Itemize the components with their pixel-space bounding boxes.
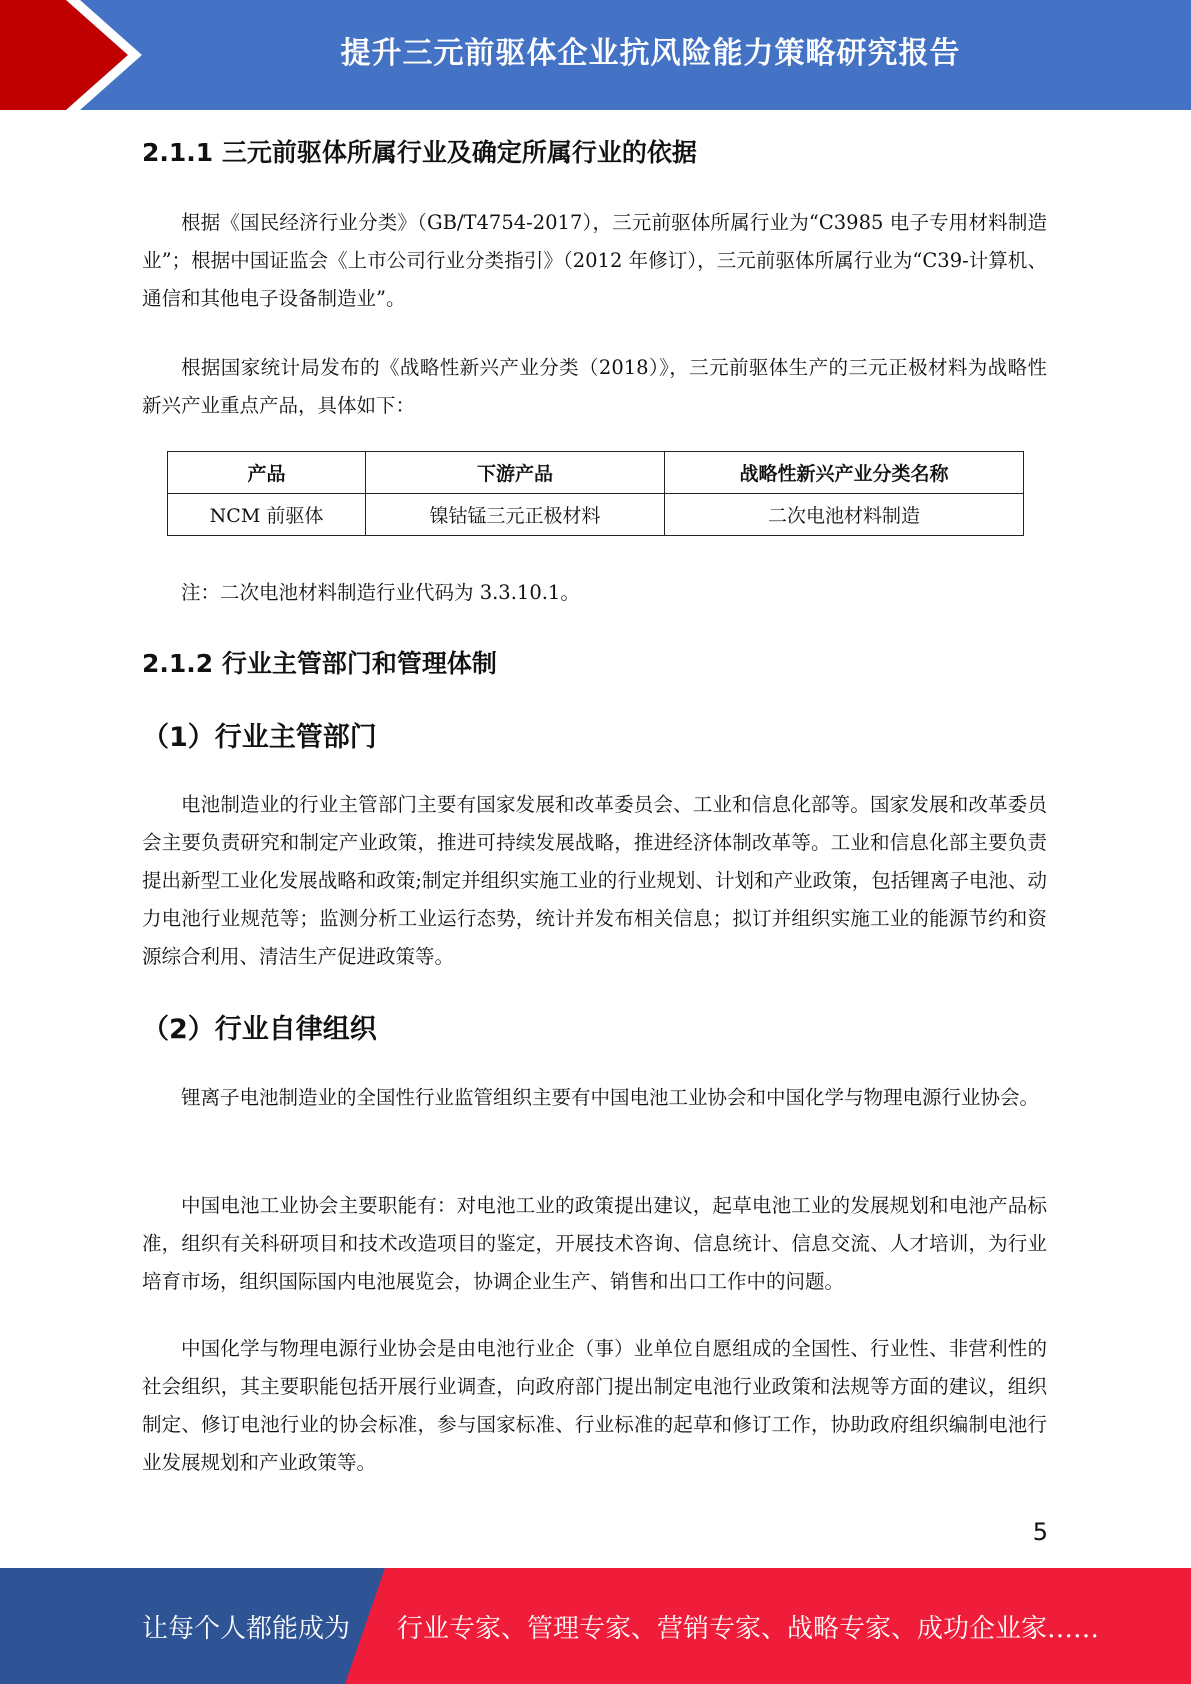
page-footer xyxy=(0,1568,1191,1684)
table-note: 注：二次电池材料制造行业代码为 3.3.10.1。 xyxy=(181,581,580,604)
table-row xyxy=(168,494,1024,536)
paragraph-authority: 电池制造业的行业主管部门主要有国家发展和改革委员会、工业和信息化部等。国家发展和改革委员会主要负责研究和制定产业政策，推进可持续发展战略，推进经济体制改革等。工业和信息化部主要负责提出新型工业化发展战略和政策;制定并组织实施工业的行业规划、计划和产业政策，包括锂离子电池、动力电池行业规范等；监测分析工业运行态势，统计并发布相关信息；拟订并组织实施工业的能源节约和资源综合利用、清洁生产促进政策等。 xyxy=(142,793,1047,968)
paragraph-strategic-classification: 根据国家统计局发布的《战略性新兴产业分类（2018）》，三元前驱体生产的三元正极材料为战略性新兴产业重点产品，具体如下： xyxy=(142,356,1047,417)
table-cell: 镍钴锰三元正极材料 xyxy=(366,494,665,536)
report-title: 提升三元前驱体企业抗风险能力策略研究报告 xyxy=(340,36,961,71)
paragraph-self-regulation: 锂离子电池制造业的全国性行业监管组织主要有中国电池工业协会和中国化学与物理电源行业协会。 xyxy=(181,1086,1040,1109)
table-header-cell: 下游产品 xyxy=(366,452,665,494)
subheading-authority: （1）行业主管部门 xyxy=(142,722,377,753)
paragraph-industry-basis: 根据《国民经济行业分类》（GB/T4754-2017），三元前驱体所属行业为“C3985 电子专用材料制造业”；根据中国证监会《上市公司行业分类指引》（2012 年修订），三元前驱体所属行业为“C39-计算机、通信和其他电子设备制造业”。 xyxy=(142,211,1047,310)
paragraph-battery-association: 中国电池工业协会主要职能有：对电池工业的政策提出建议，起草电池工业的发展规划和电池产品标准，组织有关科研项目和技术改造项目的鉴定，开展技术咨询、信息统计、信息交流、人才培训，为行业培育市场，组织国际国内电池展览会，协调企业生产、销售和出口工作中的问题。 xyxy=(142,1194,1047,1293)
header-chevron-icon xyxy=(0,0,160,110)
section-heading-2-1-2: 2.1.2 行业主管部门和管理体制 xyxy=(142,649,497,678)
product-classification-table xyxy=(167,451,1024,536)
footer-slogan-left: 让每个人都能成为 xyxy=(142,1613,351,1644)
table-header-cell: 战略性新兴产业分类名称 xyxy=(665,452,1024,494)
table-header-row xyxy=(168,452,1024,494)
table-cell: 二次电池材料制造 xyxy=(665,494,1024,536)
table-header-cell: 产品 xyxy=(168,452,366,494)
footer-slogan-right: 行业专家、管理专家、营销专家、战略专家、成功企业家…… xyxy=(397,1613,1100,1644)
section-heading-2-1-1: 2.1.1 三元前驱体所属行业及确定所属行业的依据 xyxy=(142,138,697,167)
subheading-self-regulation: （2）行业自律组织 xyxy=(142,1014,377,1045)
page-header xyxy=(0,0,1191,110)
table-cell: NCM 前驱体 xyxy=(168,494,366,536)
page-number: 5 xyxy=(1032,1518,1048,1546)
paragraph-power-source-association: 中国化学与物理电源行业协会是由电池行业企（事）业单位自愿组成的全国性、行业性、非营利性的社会组织，其主要职能包括开展行业调查，向政府部门提出制定电池行业政策和法规等方面的建议，组织制定、修订电池行业的协会标准，参与国家标准、行业标准的起草和修订工作，协助政府组织编制电池行业发展规划和产业政策等。 xyxy=(142,1337,1047,1474)
